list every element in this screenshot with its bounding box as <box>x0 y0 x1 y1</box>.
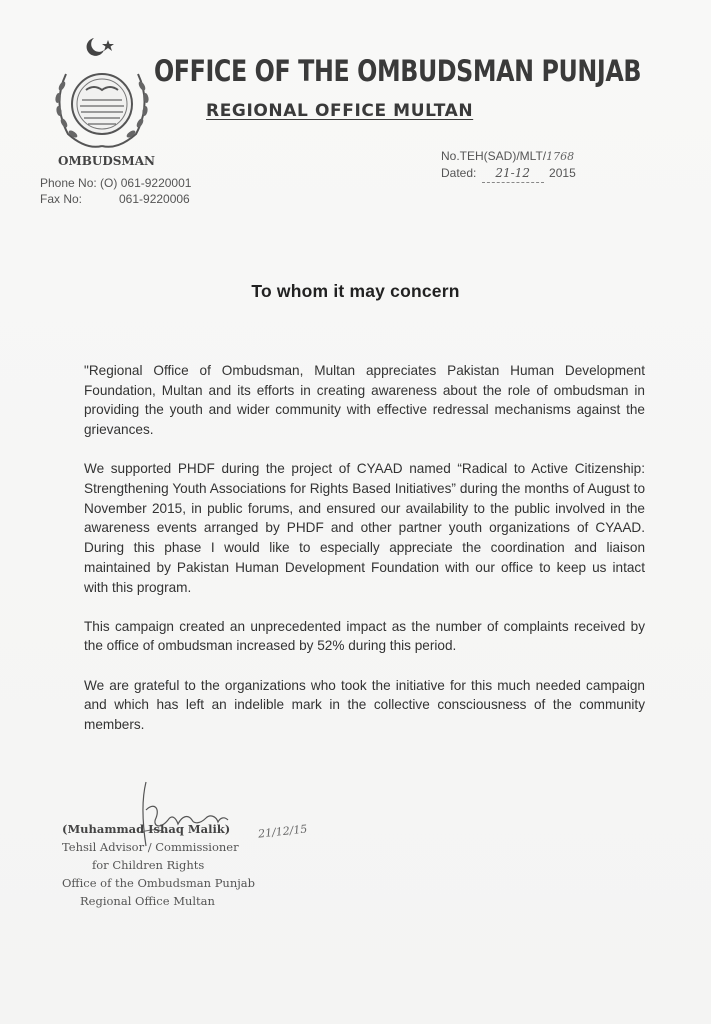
signatory-office: Regional Office Multan <box>80 894 215 908</box>
document-title: To whom it may concern <box>251 281 460 301</box>
body-paragraph: "Regional Office of Ombudsman, Multan appreciates Pakistan Human Development Foundation, Multan and its efforts in creating awareness about the role of ombudsman in providing the youth and wider community with effective redressal mechanisms against the grievances. <box>84 363 645 438</box>
body-paragraph: We are grateful to the organizations who took the initiative for this much needed campaign and which has left an indelible mark in the collective consciousness of the community members. <box>84 677 645 733</box>
phone-label: Phone No: (O) <box>40 176 118 190</box>
phone-row <box>40 175 191 191</box>
handwritten-date: 21-12 <box>482 165 544 183</box>
phone-value: 061-9220001 <box>120 176 192 190</box>
signature-date: 21/12/15 <box>257 822 308 841</box>
signatory-block <box>62 820 255 910</box>
ombudsman-emblem-icon <box>46 34 158 154</box>
organization-subtitle: REGIONAL OFFICE MULTAN <box>206 101 474 121</box>
dated-label: Dated: <box>441 166 477 180</box>
reference-block <box>441 148 576 183</box>
logo-caption: OMBUDSMAN <box>58 154 155 168</box>
dated-year: 2015 <box>549 166 576 180</box>
signatory-title: Tehsil Advisor / Commissioner <box>62 840 239 854</box>
reference-number-row <box>441 148 576 165</box>
date-row <box>441 165 576 183</box>
reference-number: 1768 <box>546 150 575 163</box>
signatory-title: for Children Rights <box>92 858 205 872</box>
body-paragraph: We supported PHDF during the project of CYAAD named “Radical to Active Citizenship: Strengthening Youth Associations for Rights Based Initiatives” during the months of August to November 2015, in public forums, and ensured our availability to the public involved in the awareness events arranged by PHDF and other partner youth organizations of CYAAD. During this phase I would like to especially appreciate the coordination and liaison maintained by Pakistan Human Development Foundation with our office to keep us intact with this program. <box>84 461 645 595</box>
letter-body <box>84 361 645 754</box>
fax-value: 061-9220006 <box>119 192 190 206</box>
body-paragraph: This campaign created an unprecedented impact as the number of complaints received by the office of ombudsman increased by 52% during this period. <box>84 618 645 654</box>
signatory-name: (Muhammad Ishaq Malik) <box>62 822 231 836</box>
fax-label: Fax No: <box>40 192 83 206</box>
reference-label: No.TEH(SAD)/MLT/ <box>441 149 547 163</box>
signatory-office: Office of the Ombudsman Punjab <box>62 876 256 890</box>
contact-info <box>40 175 191 207</box>
organization-title: OFFICE OF THE OMBUDSMAN PUNJAB <box>154 54 642 88</box>
fax-row <box>40 191 191 207</box>
